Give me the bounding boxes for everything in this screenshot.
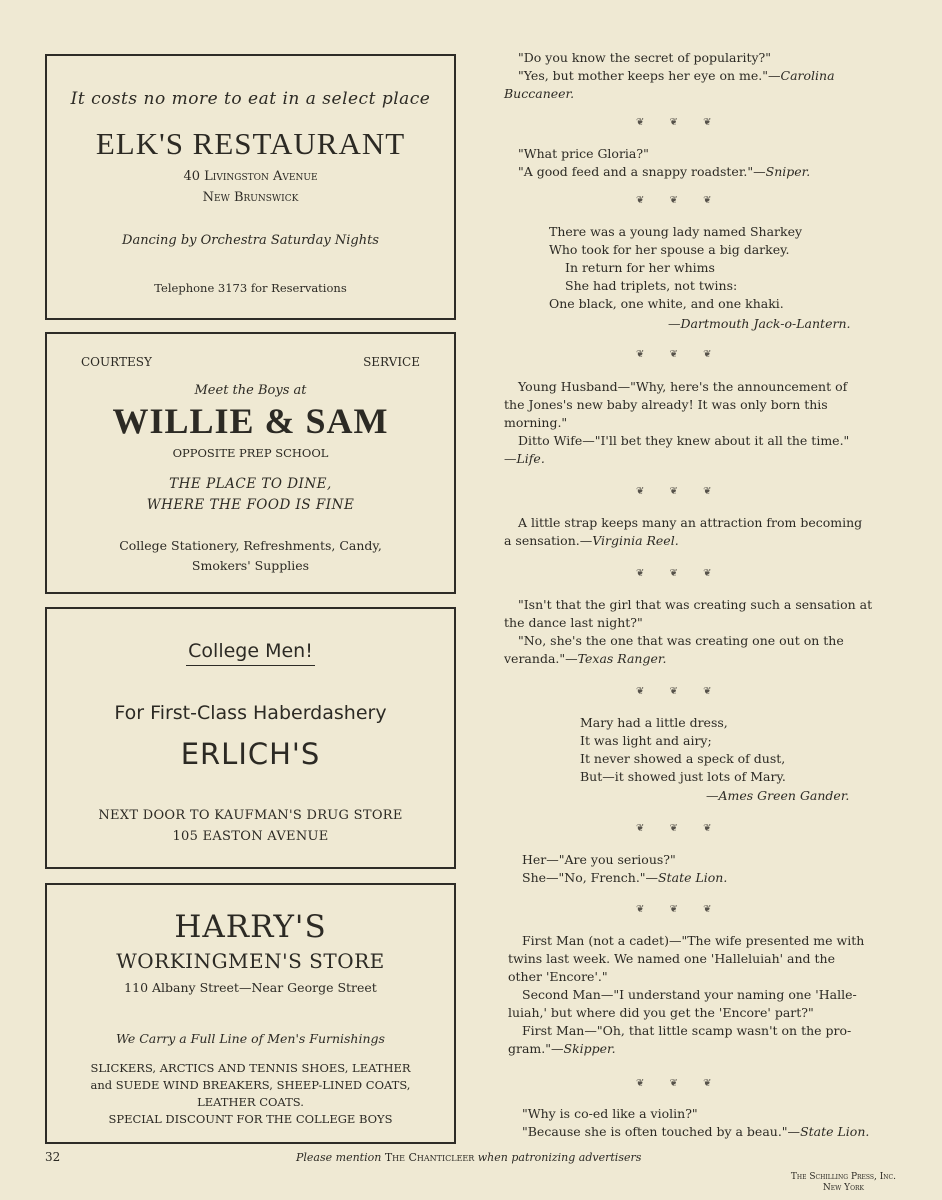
- harrys-line4: SPECIAL DISCOUNT FOR THE COLLEGE BOYS: [108, 1112, 393, 1126]
- joke3-line5: One black, one white, and one khaki.: [549, 296, 784, 311]
- erlichs-for: For First-Class Haberdashery: [114, 702, 387, 724]
- printer-line2: New York: [822, 1183, 865, 1193]
- joke6-line3: "No, she's the one that was creating one out on the: [518, 633, 844, 648]
- joke3-line1: There was a young lady named Sharkey: [549, 224, 803, 239]
- erlichs-heading: College Men!: [186, 640, 315, 666]
- ornament-divider: ❦ ❦ ❦: [636, 195, 723, 206]
- willie-stationery-line1: College Stationery, Refreshments, Candy,: [119, 538, 382, 553]
- joke1-line1: "Do you know the secret of popularity?": [518, 50, 771, 65]
- elks-name: ELK'S RESTAURANT: [95, 126, 406, 161]
- page-number: 32: [45, 1150, 61, 1164]
- harrys-name: HARRY'S: [174, 909, 327, 945]
- joke6-line2: the dance last night?": [504, 615, 643, 630]
- ornament-divider: ❦ ❦ ❦: [636, 686, 723, 697]
- harrys-ad: [45, 883, 456, 1144]
- ornament-divider: ❦ ❦ ❦: [636, 1078, 723, 1089]
- joke4-line1: Young Husband—"Why, here's the announcement of: [518, 379, 848, 394]
- joke7-line1: Mary had a little dress,: [580, 715, 728, 730]
- harrys-store: WORKINGMEN'S STORE: [116, 949, 385, 973]
- joke10-line1: "Why is co-ed like a violin?": [522, 1106, 698, 1121]
- joke2-line2-text: "A good feed and a snappy roadster."—: [518, 164, 766, 179]
- printer-credit: [791, 1172, 896, 1194]
- joke7-line4: But—it showed just lots of Mary.: [580, 769, 786, 784]
- joke10-line2: [522, 1123, 869, 1141]
- footer-mention-prefix: Please mention: [296, 1151, 382, 1164]
- joke9-source: Skipper.: [563, 1041, 616, 1056]
- joke4-line3: morning.": [504, 415, 568, 430]
- elks-address-line1: 40 Livingston Avenue: [183, 169, 318, 184]
- footer-mention: [296, 1151, 641, 1164]
- joke8-line1: Her—"Are you serious?": [522, 852, 676, 867]
- erlichs-next-door: NEXT DOOR TO KAUFMAN'S DRUG STORE: [98, 808, 403, 823]
- joke2-line2: [518, 163, 810, 181]
- joke3-line4: She had triplets, not twins:: [565, 278, 738, 293]
- joke6-line4: [504, 650, 666, 668]
- joke7-line3: It never showed a speck of dust,: [580, 751, 786, 766]
- elks-address-line2: New Brunswick: [202, 190, 299, 205]
- elks-telephone: Telephone 3173 for Reservations: [154, 281, 347, 295]
- ornament-divider: ❦ ❦ ❦: [636, 823, 723, 834]
- joke1-source-b: Buccaneer.: [504, 86, 575, 101]
- joke8-line2: [522, 869, 727, 887]
- joke9-line2: twins last week. We named one 'Halleluiah' and the: [508, 951, 836, 966]
- willie-meet: Meet the Boys at: [194, 383, 307, 398]
- joke3-line2: Who took for her spouse a big darkey.: [549, 242, 790, 257]
- joke2-line1: "What price Gloria?": [518, 146, 649, 161]
- joke9-line6: First Man—"Oh, that little scamp wasn't on the pro-: [522, 1023, 852, 1038]
- willie-place-line1: THE PLACE TO DINE,: [169, 476, 332, 492]
- joke10-line2-text: "Because she is often touched by a beau."—: [522, 1124, 801, 1139]
- willie-service: SERVICE: [363, 355, 420, 369]
- willie-stationery-line2: Smokers' Supplies: [191, 558, 310, 573]
- joke9-line7: [508, 1040, 616, 1058]
- willie-courtesy: COURTESY: [81, 355, 152, 369]
- ornament-divider: ❦ ❦ ❦: [636, 349, 723, 360]
- joke10-source: State Lion.: [800, 1124, 870, 1139]
- willie-opposite: OPPOSITE PREP SCHOOL: [172, 446, 329, 460]
- joke2-source: Sniper.: [765, 164, 811, 179]
- harrys-line3: LEATHER COATS.: [197, 1095, 304, 1109]
- joke1-line2: [518, 67, 835, 85]
- erlichs-address: 105 EASTON AVENUE: [172, 829, 329, 844]
- joke3-source: —Dartmouth Jack-o-Lantern.: [668, 316, 851, 331]
- joke7-line2: It was light and airy;: [580, 733, 712, 748]
- joke5-line2-text: a sensation.—: [504, 533, 593, 548]
- joke5-source: Virginia Reel.: [592, 533, 679, 548]
- harrys-address: 110 Albany Street—Near George Street: [124, 980, 377, 995]
- harrys-line2: and SUEDE WIND BREAKERS, SHEEP-LINED COATS,: [90, 1078, 411, 1092]
- ornament-divider: ❦ ❦ ❦: [636, 568, 723, 579]
- ornament-divider: ❦ ❦ ❦: [636, 486, 723, 497]
- joke9-line4: Second Man—"I understand your naming one 'Halle-: [522, 987, 857, 1002]
- ornament-divider: ❦ ❦ ❦: [636, 117, 723, 128]
- ornament-divider: ❦ ❦ ❦: [636, 904, 723, 915]
- harrys-line1: SLICKERS, ARCTICS AND TENNIS SHOES, LEATHER: [90, 1061, 411, 1075]
- joke6-source: Texas Ranger.: [577, 651, 667, 666]
- joke4-line2: the Jones's new baby already! It was only born this: [504, 397, 828, 412]
- joke9-line5: luiah,' but where did you get the 'Encore' part?": [508, 1005, 814, 1020]
- willie-place-line2: WHERE THE FOOD IS FINE: [146, 497, 355, 513]
- joke8-source: State Lion.: [658, 870, 728, 885]
- erlichs-heading-wrap: [47, 640, 454, 666]
- willie-sam-ad: [45, 332, 456, 594]
- joke5-line1: A little strap keeps many an attraction from becoming: [518, 515, 863, 530]
- joke9-line1: First Man (not a cadet)—"The wife presented me with: [522, 933, 865, 948]
- elks-dancing: Dancing by Orchestra Saturday Nights: [122, 233, 379, 248]
- joke1-line2-text: "Yes, but mother keeps her eye on me."—: [518, 68, 781, 83]
- erlichs-ad: [45, 607, 456, 869]
- elks-tagline: It costs no more to eat in a select place: [70, 89, 431, 109]
- footer-mention-title: The Chanticleer: [384, 1151, 475, 1164]
- joke7-source: —Ames Green Gander.: [706, 788, 850, 803]
- joke1-source-a: Carolina: [780, 68, 835, 83]
- joke9-line3: other 'Encore'.": [508, 969, 608, 984]
- joke3-line3: In return for her whims: [565, 260, 715, 275]
- joke9-line7-text: gram."—: [508, 1041, 564, 1056]
- joke4-source: —Life.: [504, 451, 545, 466]
- erlichs-name: ERLICH'S: [180, 737, 321, 771]
- joke5-line2: [504, 532, 679, 550]
- joke6-line1: "Isn't that the girl that was creating such a sensation at: [518, 597, 873, 612]
- willie-name: WILLIE & SAM: [112, 401, 389, 441]
- joke4-line4: Ditto Wife—"I'll bet they knew about it all the time.": [518, 433, 850, 448]
- joke8-line2-text: She—"No, French."—: [522, 870, 659, 885]
- footer-mention-suffix: when patronizing advertisers: [477, 1151, 642, 1164]
- elks-restaurant-ad: [45, 54, 456, 320]
- joke6-line4-text: veranda."—: [504, 651, 578, 666]
- harrys-carry: We Carry a Full Line of Men's Furnishings: [116, 1031, 385, 1046]
- printer-line1: The Schilling Press, Inc.: [790, 1172, 896, 1182]
